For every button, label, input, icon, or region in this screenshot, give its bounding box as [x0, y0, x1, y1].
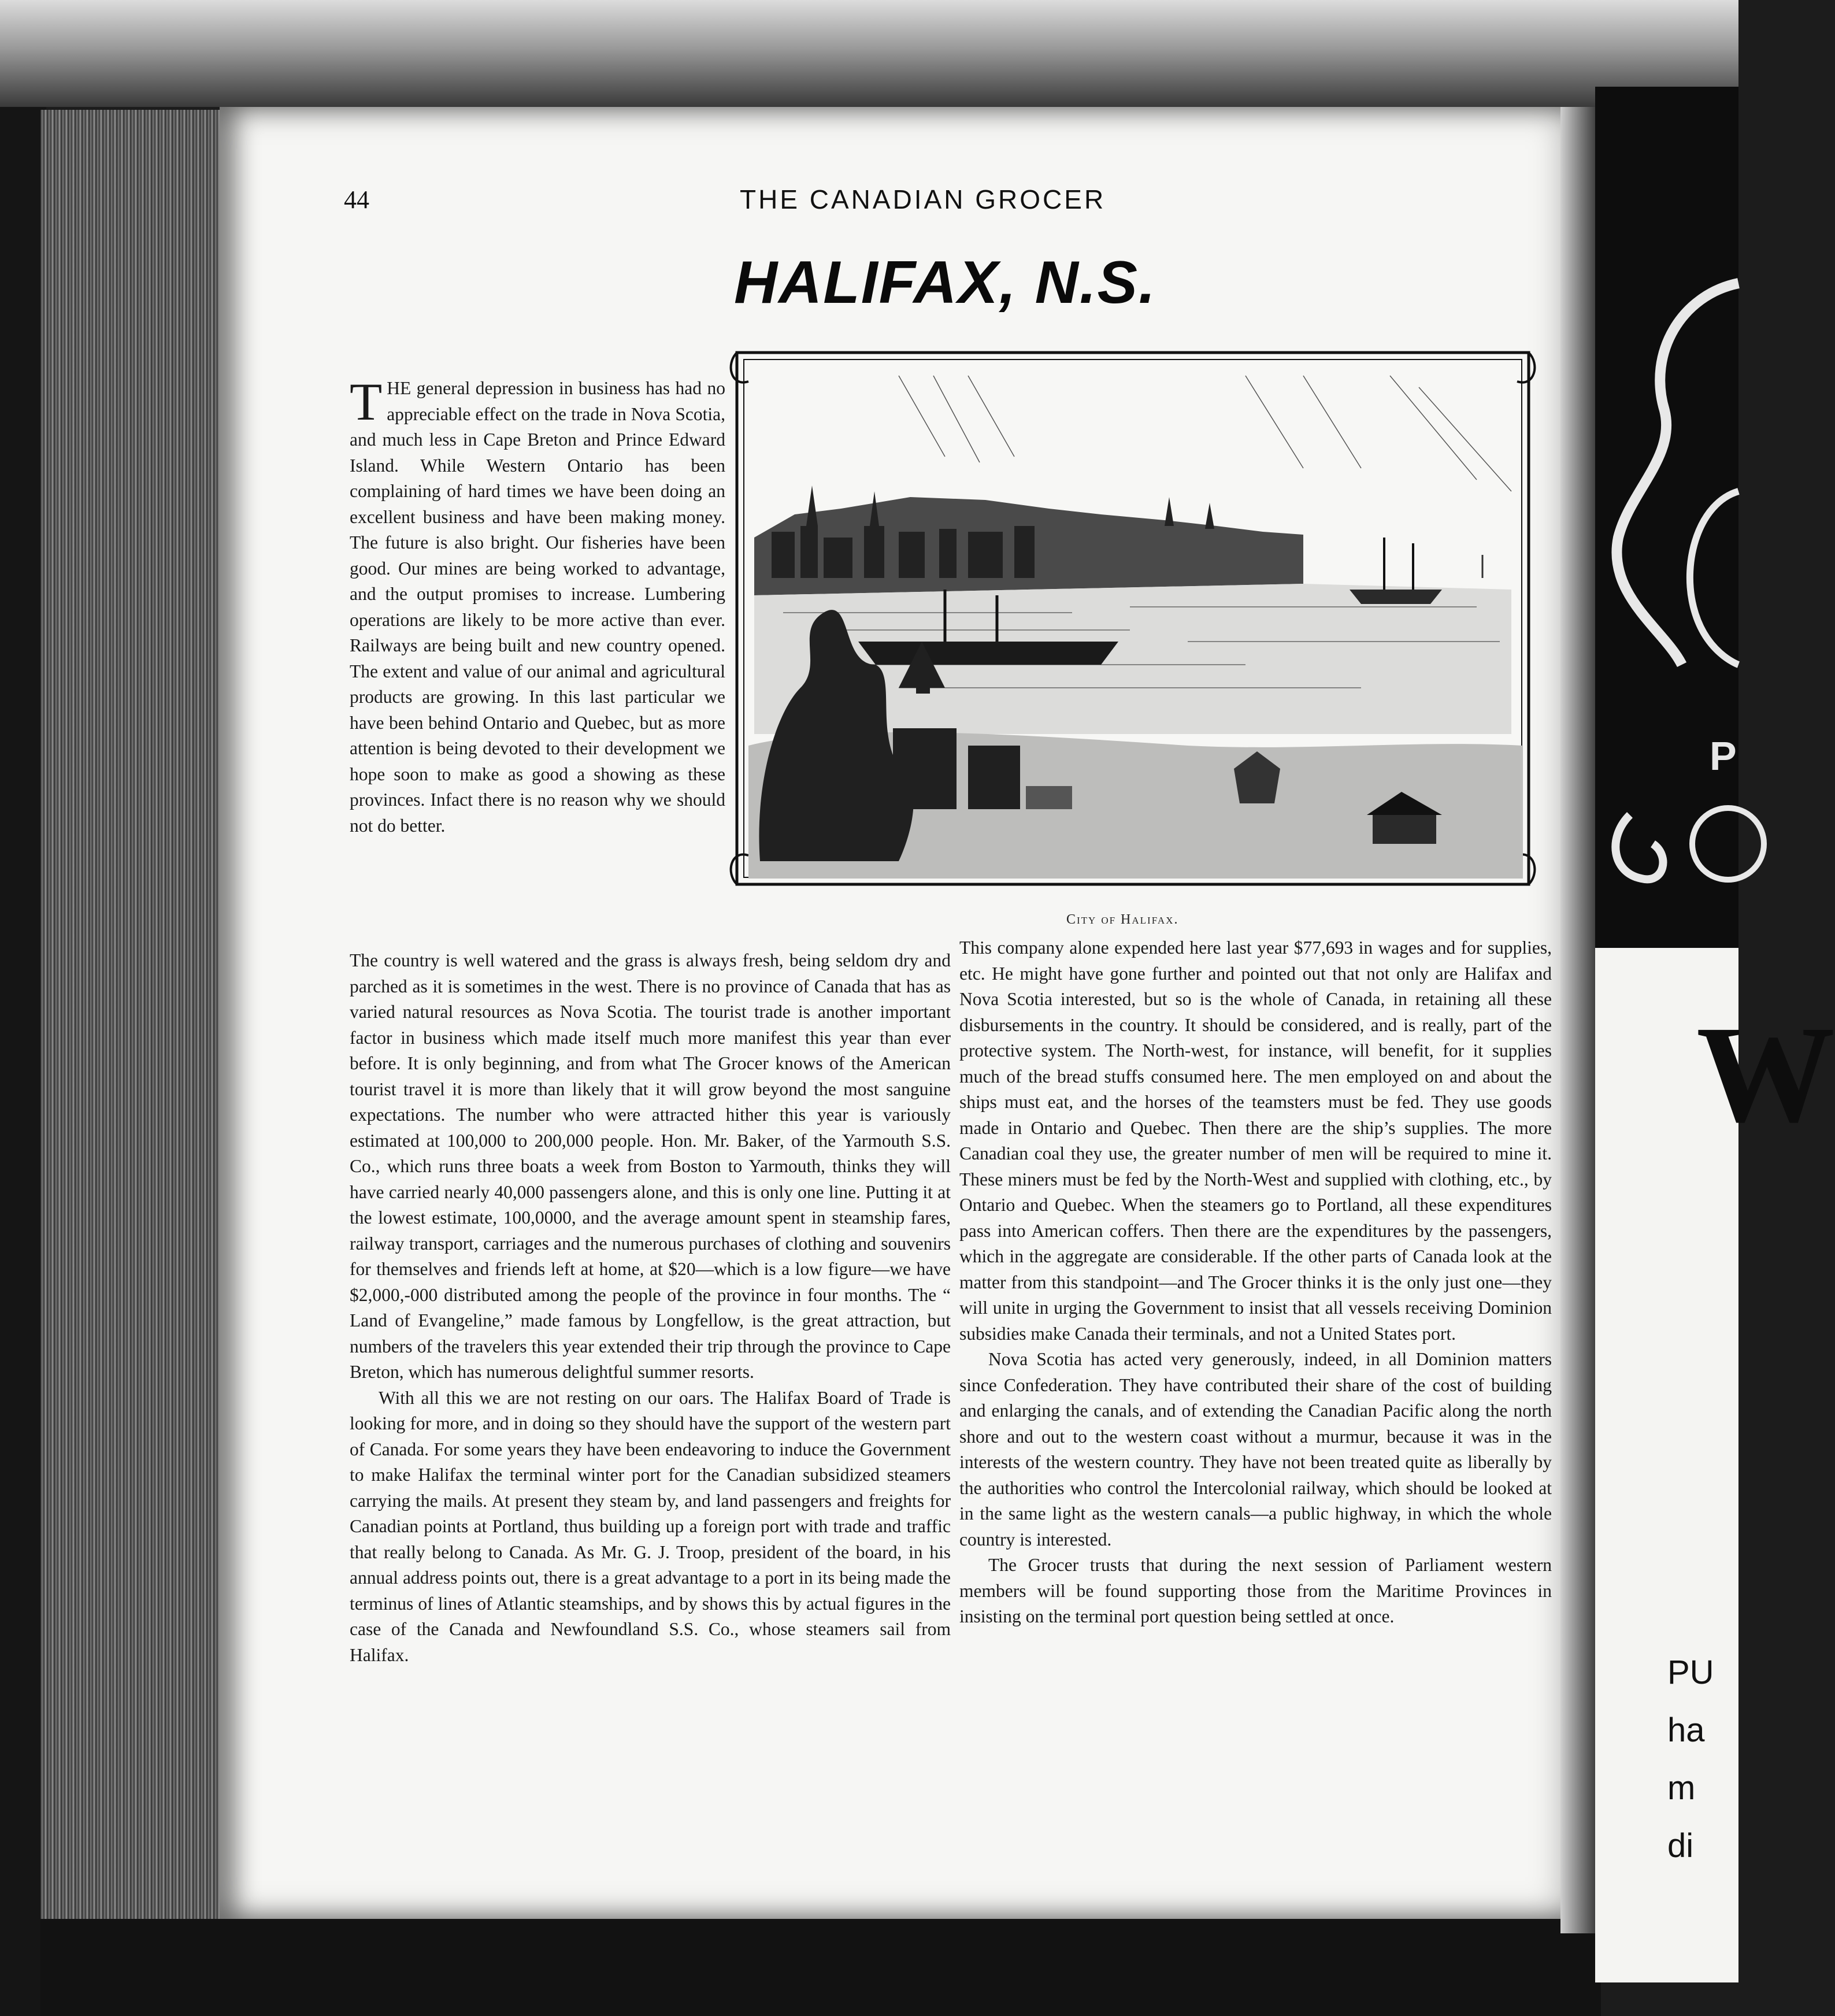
paragraph-conclusion: The Grocer trusts that during the next session of Parliament western members will be found supporting those from the Maritime Provinces in insisting on the terminal port question being settled at once.: [959, 1555, 1552, 1626]
halifax-engraving: [725, 341, 1540, 896]
column-intro: [350, 372, 725, 839]
paragraph-tourist-trade: The country is well watered and the grass is always fresh, being seldom dry and parched as it is sometimes in the west. There is no province of Canada that has as varied natural resources as Nova Scotia. The tourist trade is another important factor in business which made itself much more manifest this year than ever before. It is only beginning, and from what The Grocer knows of the American tourist travel it is more than likely that it will grow beyond the most sanguine expectations. The number who were attracted hither this year is variously estimated at 100,000 to 200,000 people. Hon. Mr. Baker, of the Yarmouth S.S. Co., which runs three boats a week from Boston to Yarmouth, thinks they will have carried nearly 40,000 passengers alone, and this is only one line. Putting it at the lowest estimate, 100,0000, and the average amount spent in steamship fares, railway transport, carriages and the numerous purchases of clothing and souvenirs for themselves and friends left at home, at $20—which is a low figure—we have $2,000,-000 distributed among the people of the province in four months. The “ Land of Evangeline,” made famous by Longfellow, is the great attraction, but numbers of the travelers this year extended their trip through the province to Cape Breton, which has numerous delightful summer resorts.: [350, 950, 951, 1382]
page-number: 44: [344, 186, 369, 214]
article-title: HALIFAX, N.S.: [734, 249, 1156, 316]
intro-paragraph: HE general depression in business has had no appreciable effect on the trade in Nova Scotia, and much less in Cape Breton and Prince Edward Island. While Western Ontario has been complaining of hard times we have been doing an excellent business and have been making money. The future is also bright. Our fisheries have been good. Our mines are being worked to advantage, and the output promises to increase. Lumbering operations are likely to be more active than ever. Railways are being built and new country opened. The extent and value of our animal and agricultural products are growing. In this last particular we have been behind Ontario and Quebec, but as more attention is being devoted to their development we hope soon to make as good a showing as these provinces. Infact there is no reason why we should not do better.: [350, 378, 725, 836]
paragraph-board-of-trade: With all this we are not resting on our oars. The Halifax Board of Trade is looking for more, and in doing so they should have the support of the western part of Canada. For some years they have been endeavoring to induce the Government to make Halifax the terminal winter port for the Canadian subsidized steamers carrying the mails. At present they steam by, and land passengers and freights for Canadian points at Portland, thus building up a foreign port with trade and traffic that really belong to Canada. As Mr. G. J. Troop, president of the board, in his annual address points out, there is a great advantage to a port in its being made the terminus of lines of Atlantic steamships, and by shows this by actual figures in the case of the Canada and Newfoundland S.S. Co., whose steamers sail from Halifax.: [350, 1387, 951, 1665]
paragraph-expenditures: This company alone expended here last year $77,693 in wages and for supplies, etc. He might have gone further and pointed out that not only are Halifax and Nova Scotia interested, but so is the whole of Canada, in retaining all these disbursements in the country. It should be considered, and is really, part of the protective system. The North-west, for instance, will benefit, for it supplies much of the bread stuffs consumed here. The men employed on and about the ships must eat, and the horses of the teamsters must be fed. They use goods made in Ontario and Quebec. Then there are the ship’s supplies. The more Canadian coal they use, the greater number of men will be required to mine it. These miners must be fed by the North-West and supplied with clothing, etc., by Ontario and Quebec. When the steamers go to Portland, all these expenditures pass into American coffers. Then there are the expenditures by the passengers, which in the aggregate are considerable. If the other parts of Canada look at the matter from this standpoint—and The Grocer thinks it is the only just one—they will unite in urging the Government to insist that all vessels receiving Dominion subsidies make Canada their terminals, and not a United States port.: [959, 937, 1552, 1344]
adjacent-text-fragment: PU: [1667, 1654, 1714, 1691]
figure-caption: City of Halifax.: [1066, 912, 1179, 927]
book-cover-bottom: [40, 1919, 1601, 2016]
running-head: THE CANADIAN GROCER: [740, 184, 1106, 214]
adjacent-text-fragment: m: [1667, 1769, 1696, 1807]
drop-cap: T: [350, 372, 383, 431]
scan-background-top: [0, 0, 1738, 107]
adjacent-text-fragment: di: [1667, 1827, 1694, 1865]
adjacent-circle-letter: P: [1710, 733, 1737, 779]
adjacent-text-fragment: ha: [1667, 1711, 1705, 1749]
adjacent-big-letter: W: [1696, 997, 1835, 1151]
column-left: [350, 948, 951, 1668]
adjacent-page-ornament: [1595, 87, 1738, 948]
paragraph-confederation: Nova Scotia has acted very generously, indeed, in all Dominion matters since Confederation. They have contributed their share of the cost of building and enlarging the canals, and of extending the Canadian Pacific along the north shore and out to the western coast without a murmur, because it was in the interests of the western country. They have not been treated quite as liberally by the authorities who control the Intercolonial railway, which should be looked at in the same light as the western canals—a public highway, in which the whole country is interested.: [959, 1349, 1552, 1550]
column-right: [959, 935, 1552, 1630]
book-page-edges: [40, 110, 225, 1930]
scan-background-left: [0, 107, 46, 2016]
